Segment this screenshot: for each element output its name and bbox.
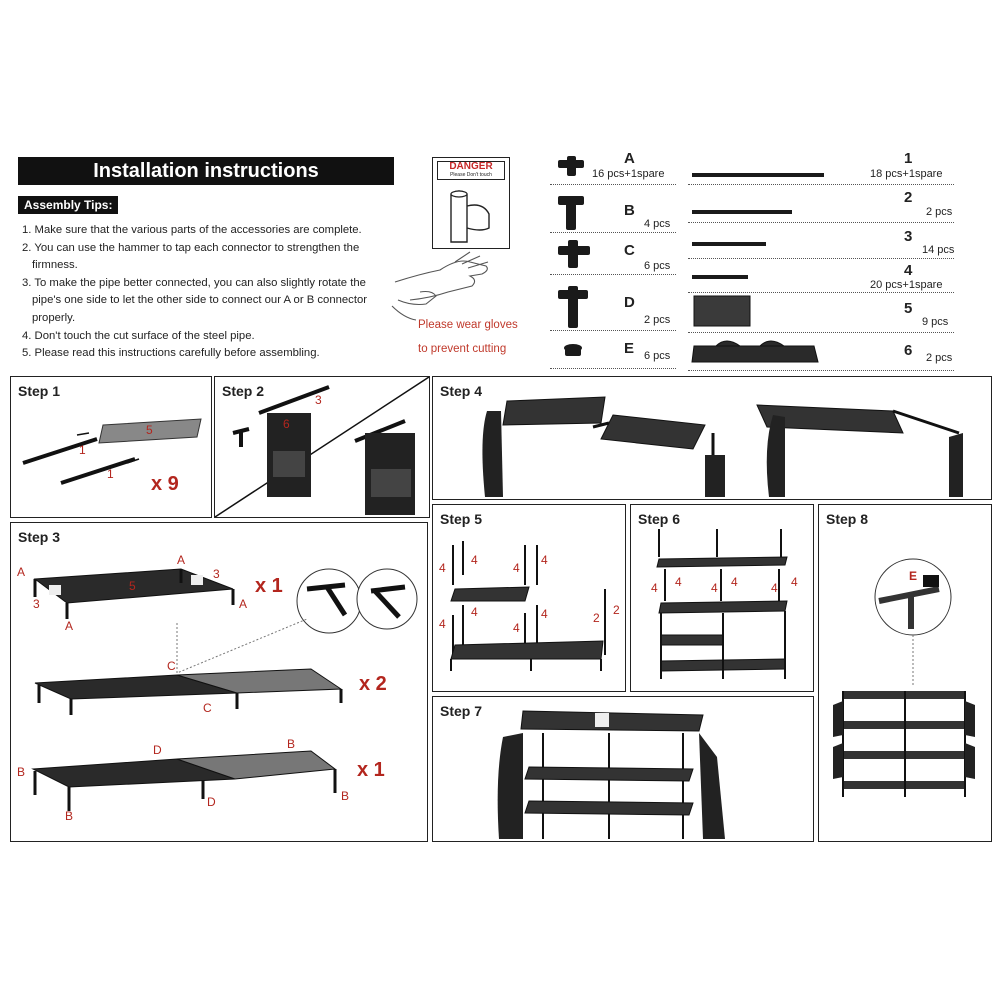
part-label: 4 [541,607,548,621]
connector-a-label: A [624,150,635,167]
step-3-title: Step 3 [18,529,61,545]
part-6-qty: 2 pcs [926,352,953,364]
step-8-illustration [819,505,991,841]
divider [688,222,954,223]
part-label: 4 [439,561,446,575]
side-pocket-6-icon [692,341,818,362]
tip-line: 4. Don't touch the cut surface of the steel pipe. [22,329,255,342]
step-6-illustration [631,505,813,691]
part-label: 4 [791,575,798,589]
pipe-4-icon [692,275,748,279]
connector-a-qty: 16 pcs+1spare [592,168,665,180]
gloves-warning-line1: Please wear gloves [418,319,518,331]
step-6-title: Step 6 [638,511,681,527]
connector-label: A [17,565,26,579]
divider [688,332,954,333]
part-label: 4 [651,581,658,595]
step-4-illustration [433,377,991,499]
step-2-panel [214,376,430,518]
connector-e-label: E [624,340,635,357]
step-3-multiplier-2: x 2 [359,673,387,695]
connector-label: B [287,737,296,751]
part-label: 3 [315,393,322,407]
connector-label: D [207,795,216,809]
pipe-3-icon [692,242,766,246]
connector-label: E [909,569,918,583]
part-label: 4 [541,553,548,567]
step-3-panel [10,522,428,842]
step-4-title: Step 4 [440,383,483,399]
connector-label: A [177,553,186,567]
assembly-tips-label: Assembly Tips: [18,196,118,214]
step-1-multiplier: x 9 [151,473,179,495]
step-3-multiplier-3: x 1 [357,759,385,781]
divider [688,370,954,371]
part-label: 2 [613,603,620,617]
pipe-1-icon [692,173,824,177]
tip-line: properly. [32,311,76,324]
connector-c-qty: 6 pcs [644,260,671,272]
part-4-label: 4 [904,262,913,279]
step-1-panel [10,376,212,518]
gloves-warning [418,313,544,361]
step-5-illustration [433,505,625,691]
part-label: 4 [711,581,718,595]
tip-line: 2. You can use the hammer to tap each connector to strengthen the [22,241,360,254]
step-8-title: Step 8 [826,511,869,527]
step-7-title: Step 7 [440,703,483,719]
divider [688,184,954,185]
part-label: 3 [213,567,220,581]
part-label: 1 [79,443,86,457]
part-label: 4 [731,575,738,589]
connector-label: A [65,619,74,633]
divider [550,274,676,275]
tip-line: firmness. [32,259,78,272]
divider [688,258,954,259]
part-label: 4 [513,561,520,575]
gloves-warning-line2: to prevent cutting [418,343,507,355]
divider [550,184,676,185]
step-7-panel [432,696,814,842]
step-4-panel [432,376,992,500]
part-label: 1 [107,467,114,481]
part-label: 6 [283,417,290,431]
part-3-qty: 14 pcs [922,244,955,256]
connector-c-label: C [624,242,635,259]
connector-e-qty: 6 pcs [644,350,671,362]
connector-b-label: B [624,202,635,219]
step-7-illustration [433,697,813,841]
part-4-qty: 20 pcs+1spare [870,279,943,291]
connector-b-icon [558,196,584,230]
part-5-label: 5 [904,300,913,317]
step-2-title: Step 2 [222,383,265,399]
part-label: 5 [129,579,136,593]
danger-subtitle: Please Don't touch [450,172,492,178]
step-2-illustration [215,377,429,517]
part-6-label: 6 [904,342,913,359]
part-label: 4 [675,575,682,589]
tip-line: 3. To make the pipe better connected, you can also slightly rotate the [22,276,366,289]
connector-label: B [65,809,74,823]
part-label: 4 [471,553,478,567]
page-title: Installation instructions [18,157,394,185]
part-label: 3 [33,597,40,611]
part-label: 4 [471,605,478,619]
danger-title: DANGER [449,161,493,172]
pipe-icon [433,158,509,248]
step-5-title: Step 5 [440,511,483,527]
connector-c-icon [558,240,590,268]
connector-d-qty: 2 pcs [644,314,671,326]
part-3-label: 3 [904,228,913,245]
step-1-illustration [11,377,211,517]
step-5-panel [432,504,626,692]
part-label: 2 [593,611,600,625]
pipe-2-icon [692,210,792,214]
part-label: 4 [771,581,778,595]
shelf-fabric-5-icon [694,296,750,326]
divider [550,368,676,369]
step-8-panel [818,504,992,842]
part-5-qty: 9 pcs [922,316,949,328]
connector-label: D [153,743,162,757]
tip-line: 1. Make sure that the various parts of the accessories are complete. [22,224,362,236]
connector-d-icon [558,286,588,328]
part-label: 5 [146,423,153,437]
tip-line: pipe's one side to let the other side to connect our A or B connector [32,294,368,307]
part-label: 4 [513,621,520,635]
divider [688,292,954,293]
connector-label: B [341,789,350,803]
connector-b-qty: 4 pcs [644,218,671,230]
connector-label: C [167,659,176,673]
part-2-qty: 2 pcs [926,206,953,218]
part-2-label: 2 [904,189,913,206]
connector-label: C [203,701,212,715]
connector-label: B [17,765,26,779]
assembly-tips-list [22,222,394,363]
connector-d-label: D [624,294,635,311]
part-1-qty: 18 pcs+1spare [870,168,943,180]
part-label: 4 [439,617,446,631]
connector-a-icon [558,156,584,176]
danger-sign [432,157,510,249]
connector-e-cap-icon [564,344,582,356]
step-1-title: Step 1 [18,383,61,399]
divider [550,232,676,233]
step-6-panel [630,504,814,692]
connector-label: A [239,597,248,611]
step-3-multiplier-1: x 1 [255,575,283,597]
part-1-label: 1 [904,150,913,167]
divider [550,330,676,331]
tip-line: 5. Please read this instructions carefully before assembling. [22,347,320,360]
